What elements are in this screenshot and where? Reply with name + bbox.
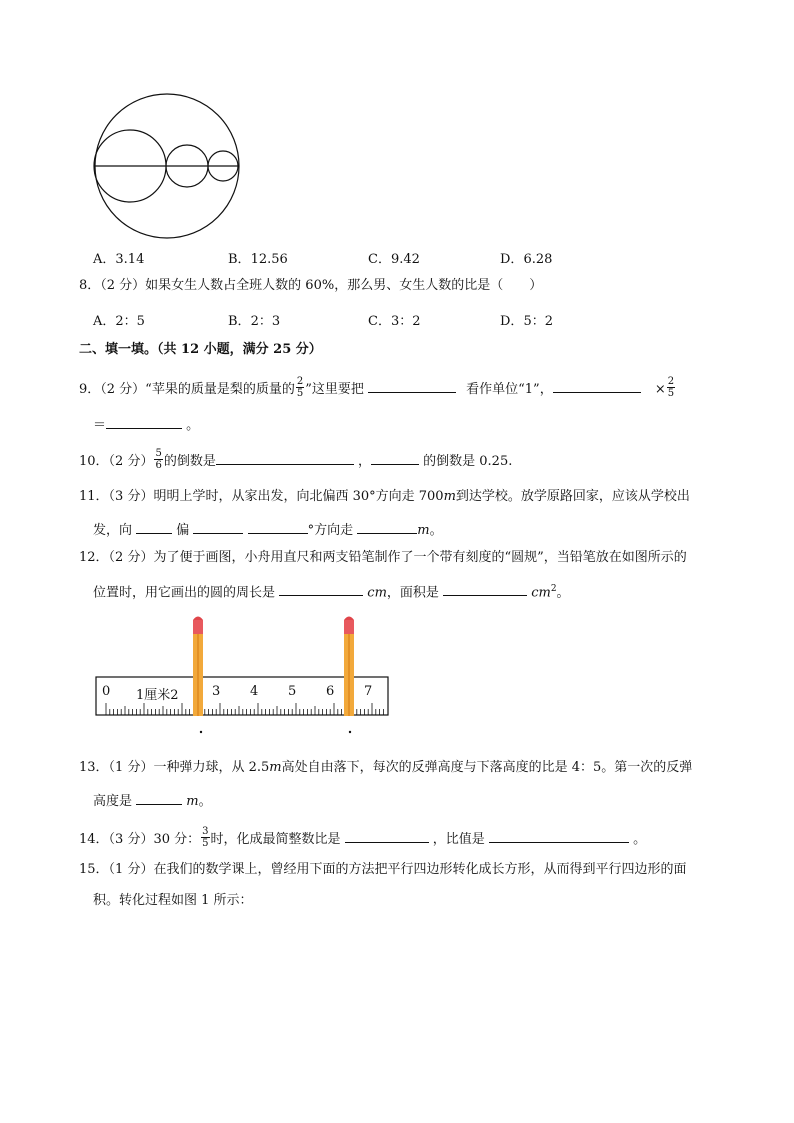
q7-option-c[interactable]: C．9.42 xyxy=(368,252,420,267)
q8-option-d[interactable]: D．5：2 xyxy=(500,314,553,329)
section-heading: 二、填一填。（共 12 小题，满分 25 分） xyxy=(79,342,322,357)
ruler-label-4: 4 xyxy=(250,684,259,699)
q14-blank-1[interactable] xyxy=(345,828,429,843)
ruler-label-0: 0 xyxy=(102,684,111,699)
ruler-figure xyxy=(94,612,394,742)
q12-line2: 位置时，用它画出的圆的周长是 cm，面积是 $cm^2$。 xyxy=(93,580,570,602)
q9-blank-1[interactable] xyxy=(368,378,456,393)
q7-option-d[interactable]: D．6.28 xyxy=(500,252,553,267)
q9-blank-2[interactable] xyxy=(553,378,641,393)
q9-blank-3[interactable] xyxy=(106,414,182,429)
right-pencil xyxy=(344,617,354,734)
ruler-label-7: 7 xyxy=(364,684,373,699)
q8-text: 8．（2 分）如果女生人数占全班人数的 60%，那么男、女生人数的比是（ ） xyxy=(79,278,543,293)
q12-line1: 12．（2 分）为了便于画图，小舟用直尺和两支铅笔制作了一个带有刻度的“圆规”，当铅笔放在如图所示的 xyxy=(79,550,687,565)
q14-blank-2[interactable] xyxy=(489,828,629,843)
q10-blank-1[interactable] xyxy=(216,450,354,465)
q9-line1: 9．（2 分）“苹果的质量是梨的质量的 $\frac{2}{5}$ ”这里要把 看作单位“1”， × $\frac{2}{5}$ xyxy=(79,376,675,399)
q11-blank-3[interactable] xyxy=(248,519,308,534)
q13-line2: 高度是 m。 xyxy=(93,790,212,811)
q9-fraction-2: $\frac{2}{5}$ xyxy=(667,376,675,399)
ruler-label-5: 5 xyxy=(288,684,297,699)
q11-blank-4[interactable] xyxy=(357,519,417,534)
q11-line2: 发，向 偏 °方向走 m。 xyxy=(93,519,443,540)
q11-line1: 11．（3 分）明明上学时，从家出发，向北偏西 30°方向走 700m到达学校。放学原路回家，应该从学校出 xyxy=(79,489,690,504)
left-pencil xyxy=(193,617,203,734)
q12-blank-2[interactable] xyxy=(443,581,527,596)
q9-fraction: $\frac{2}{5}$ xyxy=(296,376,304,399)
q10-blank-2[interactable] xyxy=(371,450,419,465)
q13-line1: 13．（1 分）一种弹力球，从 2.5m高处自由落下，每次的反弹高度与下落高度的比是 4：5。第一次的反弹 xyxy=(79,760,693,775)
ruler-label-1-2: 1厘米2 xyxy=(136,688,179,703)
ruler-label-6: 6 xyxy=(326,684,335,699)
q12-blank-1[interactable] xyxy=(279,581,363,596)
circles-figure xyxy=(90,93,250,243)
q14-line: 14．（3 分）30 分： $\frac{3}{5}$ 时，化成最简整数比是 ，比值是 。 xyxy=(79,826,647,849)
q11-blank-2[interactable] xyxy=(193,519,243,534)
q11-blank-1[interactable] xyxy=(136,519,172,534)
q7-option-a[interactable]: A．3.14 xyxy=(93,252,145,267)
q13-blank[interactable] xyxy=(136,790,182,805)
q15-line2: 积。转化过程如图 1 所示： xyxy=(93,893,253,908)
q10-fraction: $\frac{5}{6}$ xyxy=(155,448,162,471)
q8-option-a[interactable]: A．2：5 xyxy=(93,314,145,329)
q8-option-b[interactable]: B．2：3 xyxy=(228,314,281,329)
q7-option-b[interactable]: B．12.56 xyxy=(228,252,288,267)
q15-line1: 15．（1 分）在我们的数学课上，曾经用下面的方法把平行四边形转化成长方形，从而得到平行四边形的面 xyxy=(79,862,687,877)
q8-option-c[interactable]: C．3：2 xyxy=(368,314,421,329)
q10-line: 10．（2 分） $\frac{5}{6}$ 的倒数是 ， 的倒数是 0.25. xyxy=(79,448,513,471)
ruler-label-3: 3 xyxy=(212,684,221,699)
q14-fraction: $\frac{3}{5}$ xyxy=(202,826,209,849)
q9-line2: ＝ 。 xyxy=(93,414,199,435)
